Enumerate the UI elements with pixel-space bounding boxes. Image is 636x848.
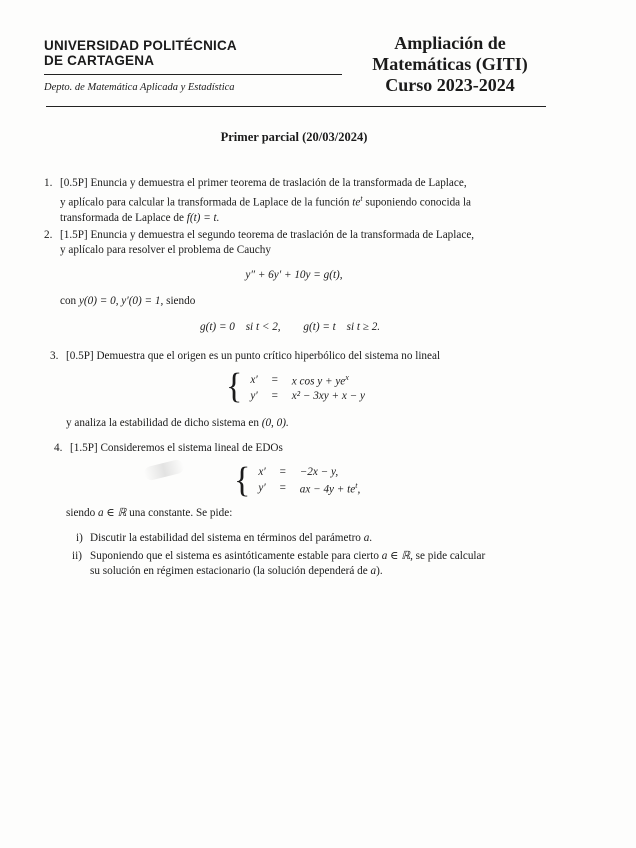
system-3-lhs-1: x′ — [250, 373, 258, 386]
question-4-number: 4. — [54, 442, 63, 454]
system-3-rhs-1-sup: x — [345, 373, 349, 383]
question-1-line-3 — [60, 211, 550, 226]
cauchy-equation: y″ + 6y′ + 10y = g(t), — [245, 269, 343, 281]
piecewise-definition — [200, 320, 380, 335]
question-4-item-i-math: a — [363, 532, 370, 544]
system-4-rhs-2-text: ax − 4y + te — [299, 483, 356, 496]
system-4-rhs-2-comma: , — [357, 483, 361, 496]
question-4-item-ii-line-2-text-a: su solución en régimen estacionario (la solución dependerá de — [90, 565, 371, 577]
question-4-item-ii-math: a ∈ ℝ — [381, 550, 411, 562]
question-4-item-i-end: . — [369, 532, 373, 544]
question-4-constant-text-b: una constante. Se pide: — [126, 507, 233, 519]
question-4-item-ii-number: ii) — [72, 550, 82, 562]
question-1-line-3-math: f(t) = t. — [186, 211, 220, 224]
question-1-line-2-text-b: suponiendo conocida la — [362, 196, 472, 209]
header-rule-full — [46, 106, 546, 107]
cauchy-conditions-math: y(0) = 0, y′(0) = 1, — [78, 295, 164, 307]
piecewise-part-1-cond: si t < 2, — [245, 321, 281, 333]
nonlinear-system — [226, 367, 369, 406]
question-3-conclusion-text: y analiza la estabilidad de dicho sistema en — [66, 417, 262, 429]
system-3-lhs-2: y′ — [250, 389, 258, 402]
system-4-lhs-2: y′ — [258, 481, 266, 494]
question-1-line-2-math: te — [352, 196, 361, 209]
course-line-2: Matemáticas (GITI) — [372, 54, 528, 74]
question-4-item-ii-line-2-text-b: ). — [376, 565, 383, 577]
course-block — [352, 33, 548, 96]
question-4-item-i — [90, 531, 546, 546]
header-rule-left — [44, 74, 342, 75]
university-name — [44, 38, 344, 68]
question-1-line-2-sup: t — [360, 194, 363, 203]
university-line-2: DE CARTAGENA — [44, 53, 155, 68]
question-4-item-ii-text-b: , se pide calcular — [410, 550, 486, 562]
cauchy-conditions — [60, 294, 195, 309]
question-3-line-1: [0.5P] Demuestra que el origen es un punto crítico hiperbólico del sistema no lineal — [66, 350, 441, 362]
cauchy-conditions-text-a: con — [60, 295, 79, 307]
department: Depto. de Matemática Aplicada y Estadística — [44, 82, 235, 93]
question-4-item-i-text: Discutir la estabilidad del sistema en términos del parámetro — [90, 532, 364, 544]
question-3-number: 3. — [50, 350, 59, 362]
question-2 — [60, 228, 550, 258]
system-4-rhs-2 — [296, 479, 365, 497]
system-3-eq-1: = — [271, 373, 278, 386]
pencil-smudge — [143, 458, 185, 481]
piecewise-part-1: g(t) = 0 — [200, 321, 235, 333]
question-2-line-1: [1.5P] Enuncia y demuestra el segundo teorema de traslación de la transformada de Laplace, — [60, 229, 475, 241]
question-4-item-ii-line-1 — [90, 549, 560, 564]
course-line-3: Curso 2023-2024 — [385, 75, 515, 95]
question-4-line-1: [1.5P] Consideremos el sistema lineal de EDOs — [70, 442, 283, 454]
question-4-item-ii-line-2-math: a — [370, 565, 377, 577]
piecewise-part-2: g(t) = t — [303, 321, 336, 333]
system-4-lhs-1: x′ — [258, 466, 266, 479]
question-3-conclusion-math: (0, 0). — [261, 417, 289, 429]
question-4-item-i-number: i) — [76, 532, 83, 544]
linear-system — [234, 461, 364, 500]
system-4-rhs-1: −2x − y, — [299, 466, 339, 479]
system-3-rhs-1 — [288, 371, 369, 389]
question-4-constant — [66, 506, 232, 521]
course-line-1: Ampliación de — [394, 33, 506, 53]
question-1 — [60, 176, 550, 226]
question-3-conclusion — [66, 416, 289, 431]
system-brace: { — [226, 367, 243, 406]
question-4-item-ii-text-a: Suponiendo que el sistema es asintóticamente estable para cierto — [90, 550, 382, 562]
piecewise-part-2-cond: si t ≥ 2. — [346, 321, 381, 333]
question-1-line-2-text-a: y aplícalo para calcular la transformada de Laplace de la función — [60, 196, 353, 209]
question-1-line-2 — [60, 191, 550, 211]
university-line-1: UNIVERSIDAD POLITÉCNICA — [44, 38, 237, 53]
question-4-item-ii — [90, 549, 560, 579]
question-1-number: 1. — [44, 177, 53, 189]
cauchy-conditions-text-b: siendo — [163, 295, 196, 307]
system-4-eq-2: = — [279, 481, 286, 494]
exam-title: Primer parcial (20/03/2024) — [220, 130, 368, 144]
system-4-rhs-2-sup: t — [355, 481, 358, 491]
question-4-constant-text-a: siendo — [66, 507, 99, 519]
question-1-line-1: [0.5P] Enuncia y demuestra el primer teorema de traslación de la transformada de Laplace, — [60, 177, 467, 189]
question-4-constant-math: a ∈ ℝ — [98, 507, 127, 519]
question-1-line-3-text: transformada de Laplace de — [60, 211, 187, 224]
question-2-line-2: y aplícalo para resolver el problema de Cauchy — [60, 244, 271, 256]
system-brace: { — [234, 461, 251, 500]
system-3-rhs-1-text: x cos y + ye — [291, 375, 346, 388]
system-3-eq-2: = — [271, 389, 278, 402]
question-2-number: 2. — [44, 229, 53, 241]
system-4-eq-1: = — [279, 466, 286, 479]
system-3-rhs-2: x² − 3xy + x − y — [291, 389, 365, 402]
question-4-item-ii-line-2 — [90, 564, 560, 579]
